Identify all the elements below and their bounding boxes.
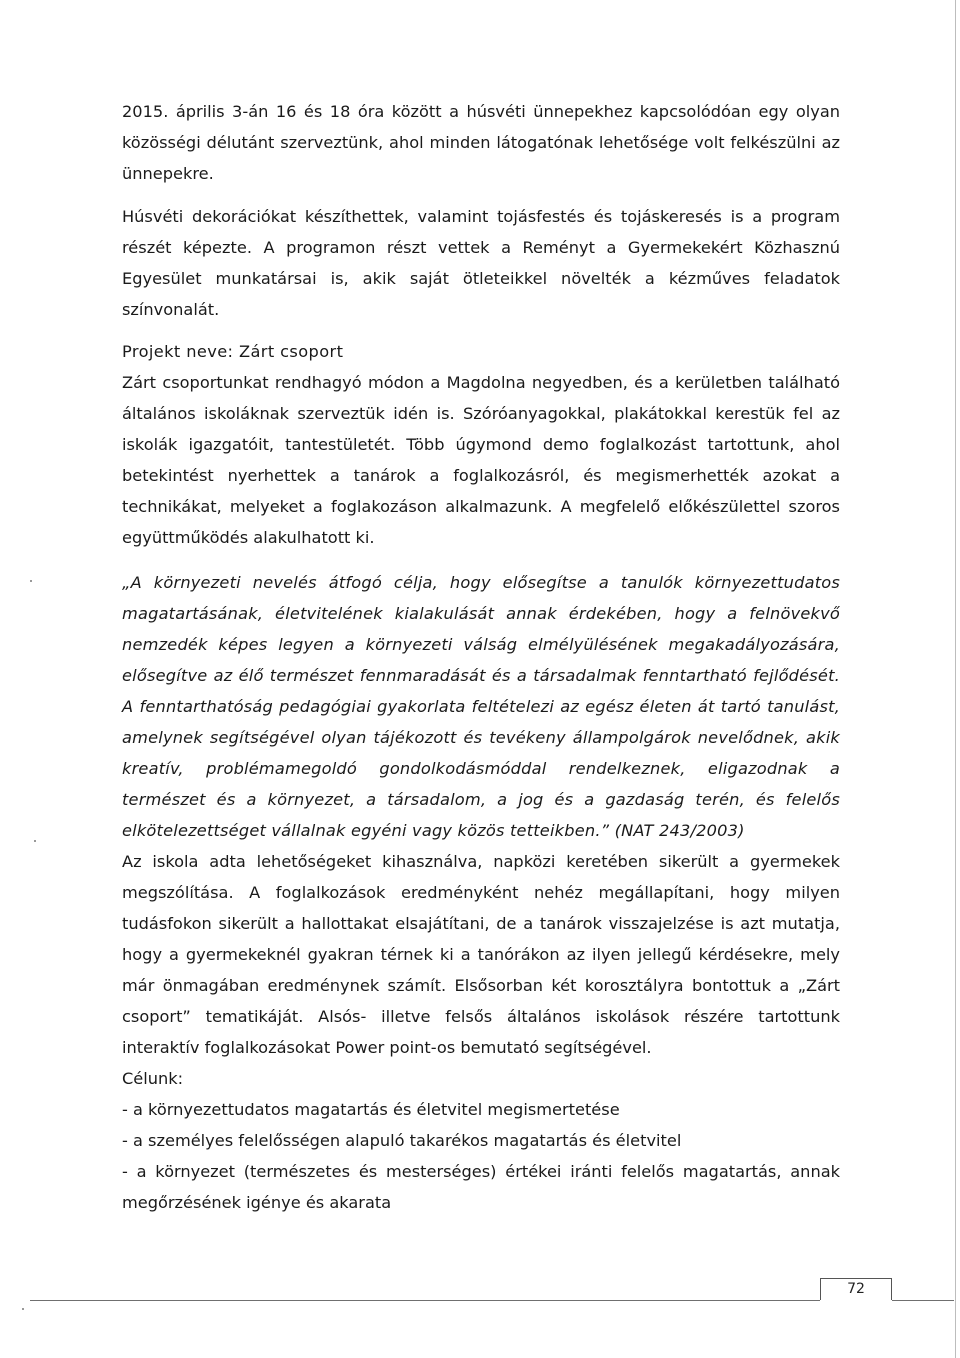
scan-speck — [34, 840, 36, 842]
easter-paragraph: Húsvéti dekorációkat készíthettek, valamint tojásfestés és tojáskeresés is a program részét képezte. A programon részt vettek a Reményt a Gyermekekért Közhasznú Egyesület munkatársai is, akik saját ötleteikkel növelték a kézműves feladatok színvonalát. — [122, 207, 840, 319]
intro-paragraph: 2015. április 3-án 16 és 18 óra között a húsvéti ünnepekhez kapcsolódóan egy olyan közösségi délutánt szerveztünk, ahol minden látogatónak lehetősége volt felkészülni az ünnepekre. — [122, 102, 840, 183]
scan-edge-line — [955, 0, 956, 1358]
page-number: 72 — [847, 1281, 865, 1297]
nat-quote: „A környezeti nevelés átfogó célja, hogy elősegítse a tanulók környezettudatos magatartásának, életvitelének kialakulását annak érdekében, hogy a felnövekvő nemzedék képes legyen a környezeti válság elmélyülésének megakadályozására, elősegítve az élő természet fennmaradását és a társadalmak fenntartható fejlődését. A fenntarthatóság pedagógiai gyakorlata feltételezi az egész életen át tartó tanulást, amelynek segítségével olyan tájékozott és tevékeny állampolgárok nevelődnek, akik kreatív, problémamegoldó gondolkodásmóddal rendelkeznek, eligazodnak a természet és a környezet, a társadalom, a jog és a gazdaság terén, és felelős elkötelezettséget vállalnak egyéni vagy közös tetteikben.” (NAT 243/2003) — [122, 573, 840, 840]
scan-speck — [30, 580, 32, 582]
goals-list — [122, 1094, 840, 1218]
school-paragraph: Az iskola adta lehetőségeket kihasználva, napközi keretében sikerült a gyermekek megszólítása. A foglalkozások eredményként nehéz megállapítani, hogy milyen tudásfokon sikerült a hallottakat elsajátítani, de a tanárok visszajelzése is azt mutatja, hogy a gyermekeknél gyakran térnek ki a tanórákon az ilyen jellegű kérdésekre, mely már önmagában eredménynek számít. Elsősorban két korosztályra bontottuk a „Zárt csoport” tematikáját. Alsós- illetve felsős általános iskolások részére tartottunk interaktív foglalkozásokat Power point-os bemutató segítségével. — [122, 852, 840, 1057]
project-paragraph: Zárt csoportunkat rendhagyó módon a Magdolna negyedben, és a kerületben található általános iskoláknak szerveztük idén is. Szóróanyagokkal, plakátokkal kerestük fel az iskolák igazgatóit, tantestületét. Több úgymond demo foglalkozást tartottunk, ahol betekintést nyerhettek a tanárok a foglalkozásról, és megismerhették azokat a technikákat, melyeket a foglakozáson alkalmazunk. A megfelelő előkészülettel szoros együttműködés alakulhatott ki. — [122, 373, 840, 547]
goal-item: - a környezet (természetes és mesterséges) értékei iránti felelős magatartás, annak megőrzésének igénye és akarata — [122, 1162, 840, 1212]
goals-title: Célunk: — [122, 1069, 184, 1088]
scan-speck — [22, 1308, 24, 1310]
goal-item: - a személyes felelősségen alapuló takarékos magatartás és életvitel — [122, 1131, 682, 1150]
document-body — [122, 96, 840, 1218]
footer-rule-right — [892, 1300, 954, 1301]
project-heading: Projekt neve: Zárt csoport — [122, 342, 344, 361]
goal-item: - a környezettudatos magatartás és életvitel megismertetése — [122, 1100, 620, 1119]
footer-rule — [30, 1300, 820, 1301]
